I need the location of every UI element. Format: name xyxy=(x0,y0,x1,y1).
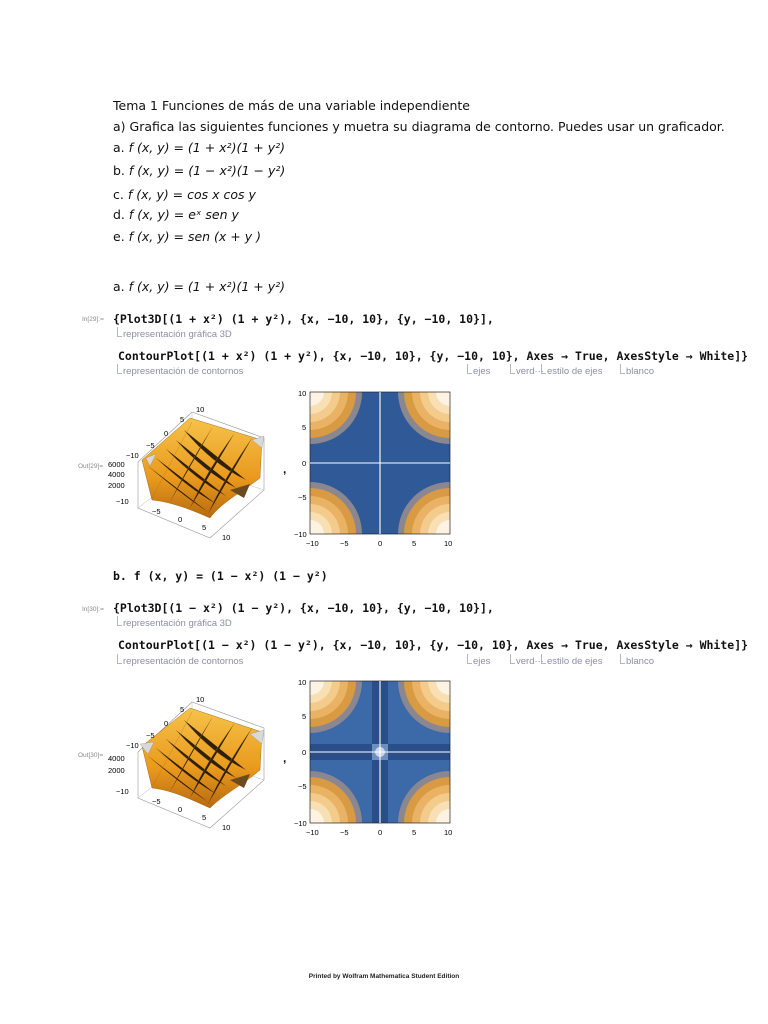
list-separator: , xyxy=(283,462,287,476)
section-a-heading: a. f (x, y) = (1 + x²)(1 + y²) xyxy=(113,279,285,294)
plot3d-surface-b[interactable] xyxy=(108,690,282,835)
axis-tick: 0 xyxy=(178,515,183,524)
code-hint: ejes xyxy=(467,364,490,377)
axis-tick: −10 xyxy=(306,539,319,548)
input-cell-code[interactable]: {Plot3D[(1 − x²) (1 − y²), {x, −10, 10}, {y, −10, 10}], xyxy=(113,601,494,615)
axis-tick: 0 xyxy=(302,459,307,468)
axis-tick: −5 xyxy=(298,493,307,502)
code-hint: representación de contornos xyxy=(117,654,243,667)
plot3d-surface-a[interactable] xyxy=(108,400,282,545)
axis-tick: 10 xyxy=(298,389,307,398)
instruction-text: a) Grafica las siguientes funciones y muetra su diagrama de contorno. Puedes usar un graficador. xyxy=(113,119,725,134)
code-hint: representación gráfica 3D xyxy=(117,327,232,340)
axis-tick: 5 xyxy=(202,813,207,822)
axis-tick: 5 xyxy=(202,523,207,532)
axis-tick: 5 xyxy=(412,539,417,548)
axis-tick: 6000 xyxy=(108,460,125,469)
axis-tick: −5 xyxy=(146,731,155,740)
function-item: a. f (x, y) = (1 + x²)(1 + y²) xyxy=(113,140,285,155)
print-footer: Printed by Wolfram Mathematica Student Edition xyxy=(308,973,460,980)
axis-tick: 0 xyxy=(164,719,169,728)
output-cell-label: Out[29]= xyxy=(78,463,104,470)
axis-tick: −10 xyxy=(126,741,139,750)
code-hint: verd··· xyxy=(510,364,544,377)
axis-tick: 5 xyxy=(180,705,185,714)
function-item: c. f (x, y) = cos x cos y xyxy=(113,187,256,202)
axis-tick: 10 xyxy=(298,678,307,687)
input-cell-label: In[30]:= xyxy=(82,606,104,613)
code-hint: ejes xyxy=(467,654,490,667)
axis-tick: 10 xyxy=(222,533,231,542)
axis-tick: 5 xyxy=(302,712,307,721)
list-separator: , xyxy=(283,751,287,765)
function-item: d. f (x, y) = eˣ sen y xyxy=(113,207,239,222)
output-cell-label: Out[30]= xyxy=(78,752,104,759)
code-hint: verd··· xyxy=(510,654,544,667)
code-hint: estilo de ejes xyxy=(541,364,602,377)
page-title: Tema 1 Funciones de más de una variable independiente xyxy=(113,98,470,113)
axis-tick: −5 xyxy=(340,828,349,837)
axis-tick: 0 xyxy=(378,539,383,548)
section-b-heading: b. f (x, y) = (1 − x²) (1 − y²) xyxy=(113,569,328,583)
code-hint: blanco xyxy=(620,654,654,667)
axis-tick: −5 xyxy=(298,782,307,791)
axis-tick: −5 xyxy=(340,539,349,548)
axis-tick: 5 xyxy=(180,415,185,424)
axis-tick: −5 xyxy=(152,797,161,806)
input-cell-label: In[29]:= xyxy=(82,316,104,323)
contour-plot-b[interactable] xyxy=(296,677,466,842)
code-hint: blanco xyxy=(620,364,654,377)
axis-tick: 10 xyxy=(444,828,453,837)
function-item: b. f (x, y) = (1 − x²)(1 − y²) xyxy=(113,163,286,178)
axis-tick: −10 xyxy=(126,451,139,460)
input-cell-code[interactable]: ContourPlot[(1 + x²) (1 + y²), {x, −10, 10}, {y, −10, 10}, Axes → True, AxesStyle → White]} xyxy=(118,349,749,363)
axis-tick: −5 xyxy=(152,507,161,516)
axis-tick: 5 xyxy=(302,423,307,432)
axis-tick: 10 xyxy=(196,695,205,704)
axis-tick: 0 xyxy=(164,429,169,438)
axis-tick: −10 xyxy=(116,497,129,506)
axis-tick: 2000 xyxy=(108,766,125,775)
axis-tick: −10 xyxy=(116,787,129,796)
input-cell-code[interactable]: {Plot3D[(1 + x²) (1 + y²), {x, −10, 10}, {y, −10, 10}], xyxy=(113,312,494,326)
axis-tick: 10 xyxy=(444,539,453,548)
function-item: e. f (x, y) = sen (x + y ) xyxy=(113,229,261,244)
axis-tick: 0 xyxy=(178,805,183,814)
axis-tick: −5 xyxy=(146,441,155,450)
axis-tick: 5 xyxy=(412,828,417,837)
code-hint: representación gráfica 3D xyxy=(117,616,232,629)
axis-tick: 2000 xyxy=(108,481,125,490)
code-hint: estilo de ejes xyxy=(541,654,602,667)
code-hint: representación de contornos xyxy=(117,364,243,377)
axis-tick: 4000 xyxy=(108,754,125,763)
axis-tick: 10 xyxy=(196,405,205,414)
axis-tick: 0 xyxy=(302,748,307,757)
input-cell-code[interactable]: ContourPlot[(1 − x²) (1 − y²), {x, −10, 10}, {y, −10, 10}, Axes → True, AxesStyle → White]} xyxy=(118,638,749,652)
contour-plot-a[interactable] xyxy=(296,388,466,553)
axis-tick: 4000 xyxy=(108,470,125,479)
axis-tick: −10 xyxy=(306,828,319,837)
axis-tick: 0 xyxy=(378,828,383,837)
axis-tick: 10 xyxy=(222,823,231,832)
axis-tick: −10 xyxy=(294,530,307,539)
axis-tick: −10 xyxy=(294,819,307,828)
